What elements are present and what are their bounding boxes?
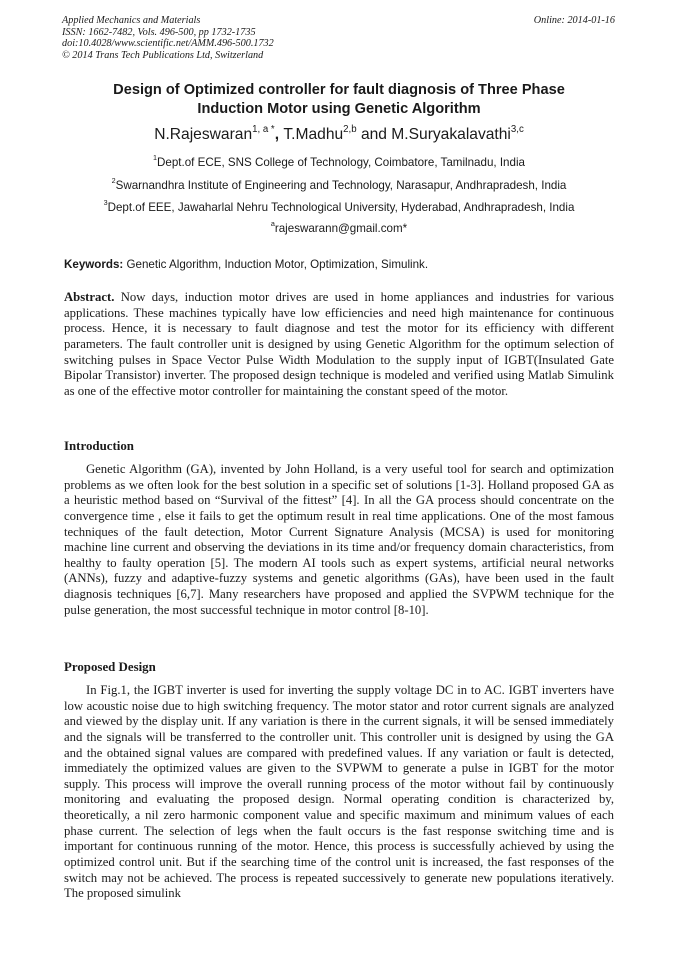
abstract-text: Now days, induction motor drives are used in home appliances and industries for various applications. These machines typically have low efficiencies and need high maintenance for continuous process. Hence, it is necessary to fault diagnose and test the motor for its efficiency with different parameters. The fault controller unit is designed by using Genetic Algorithm for the optimum selection of switching pulses in Space Vector Pulse Width Modulation to the supply input of IGBT(Insulated Gate Bipolar Transistor) inverter. The proposed design technique is modeled and verified using Matlab Simulink as one of the effective motor controller for maintaining the constant speed of the motor. [64,290,614,398]
author-superscript: 3,c [510,123,524,135]
affiliation-text: Swarnandhra Institute of Engineering and Technology, Narasapur, Andhrapradesh, India [115,179,567,192]
corresponding-email [30,219,648,236]
journal-name: Applied Mechanics and Materials [62,15,201,26]
issn-line: ISSN: 1662-7482, Vols. 496-500, pp 1732-1735 [62,26,256,38]
keywords-label: Keywords: [64,258,124,271]
proposed-design-paragraph: In Fig.1, the IGBT inverter is used for inverting the supply voltage DC in to AC. IGBT inverters have low acoustic noise due to high switching frequency. The motor stator and rotor current signals are analyzed and viewed by the display unit. If any variation is there in the current signals, it will be sensed immediately and the signals will be transferred to the controller unit. This controller unit is designed by using the GA and the obtained signal values are compared with predefined values. If any variation or fault is detected, immediately the optimized values are given to the SVPWM to generate a pulse in IGBT for the motor supply. This process will improve the overall running process of the motor without fail by continuously monitoring and evaluating the proposed design. Normal operating condition is characterized by, theoretically, a nil zero harmonic component value and specific maximum and minimum values of each phase current. The selection of legs when the fault occurs is the fast response switching time and is important for continuous running of the motor. Hence, this process is successfully achieved by using the optimized control unit. But if the searching time of the control unit is increased, the fast responses of the switch may not be achieved. The process is repeated successively to generate new populations iteratively. The proposed simulink [64,683,614,901]
title-line-2: Induction Motor using Genetic Algorithm [197,100,481,117]
introduction-paragraph: Genetic Algorithm (GA), invented by John Holland, is a very useful tool for search and optimization problems as we often look for the best solution in a specific set of solutions [1-3]. Holland proposed GA as a heuristic method based on “Survival of the fittest” [4]. In all the GA process should concentrate on the convergence time , else it fails to get the optimum result in real time applications. One of the most famous techniques of the fault detection, Motor Current Signature Analysis (MCSA) is used for monitoring machine line current and observing the deviations in its time and/or frequency domain characteristics, from healthy to faulty operation [5]. The modern AI tools such as expert systems, artificial neural networks (ANNs), fuzzy and adaptive-fuzzy systems and genetic algorithms (GAs), have been used in the fault diagnosis techniques [6,7]. Many researchers have proposed and applied the SVPWM technique for the pulse generation, the most successful technique in motor control [8-10]. [64,462,614,617]
keywords-text: Genetic Algorithm, Induction Motor, Optimization, Simulink. [123,258,429,271]
author-superscript: 1, a * [252,123,275,135]
author-separator: , [274,126,284,143]
running-header-left [62,15,274,61]
title-line-1: Design of Optimized controller for fault diagnosis of Three Phase [113,82,565,98]
affiliation [30,153,648,170]
affiliation-marker: 1 [153,153,157,163]
paper-title [40,81,638,118]
affiliation-marker: 2 [111,176,116,186]
affiliation [30,198,648,215]
affiliation-text: Dept.of EEE, Jawaharlal Nehru Technological University, Hyderabad, Andhrapradesh, India [107,201,575,214]
affiliation-marker: 3 [103,198,108,208]
email-text: rajeswarann@gmail.com* [274,222,408,235]
section-heading-introduction: Introduction [64,439,134,453]
doi-line: doi:10.4028/www.scientific.net/AMM.496-500.1732 [62,38,274,50]
affiliation [30,176,648,193]
copyright-line: © 2014 Trans Tech Publications Ltd, Switzerland [62,49,264,61]
affiliation-marker: a [270,219,275,229]
section-heading-proposed-design: Proposed Design [64,660,156,674]
online-date: Online: 2014-01-16 [533,15,615,26]
author-list [40,125,638,145]
author-superscript: 2,b [343,123,357,135]
abstract-label: Abstract. [64,290,115,304]
author-name: T.Madhu [283,126,344,143]
abstract-paragraph [64,290,614,399]
keywords-line [64,258,624,272]
affiliation-text: Dept.of ECE, SNS College of Technology, Coimbatore, Tamilnadu, India [157,156,525,169]
author-separator: and [356,126,392,143]
author-name: N.Rajeswaran [154,126,253,143]
author-name: M.Suryakalavathi [391,126,511,143]
